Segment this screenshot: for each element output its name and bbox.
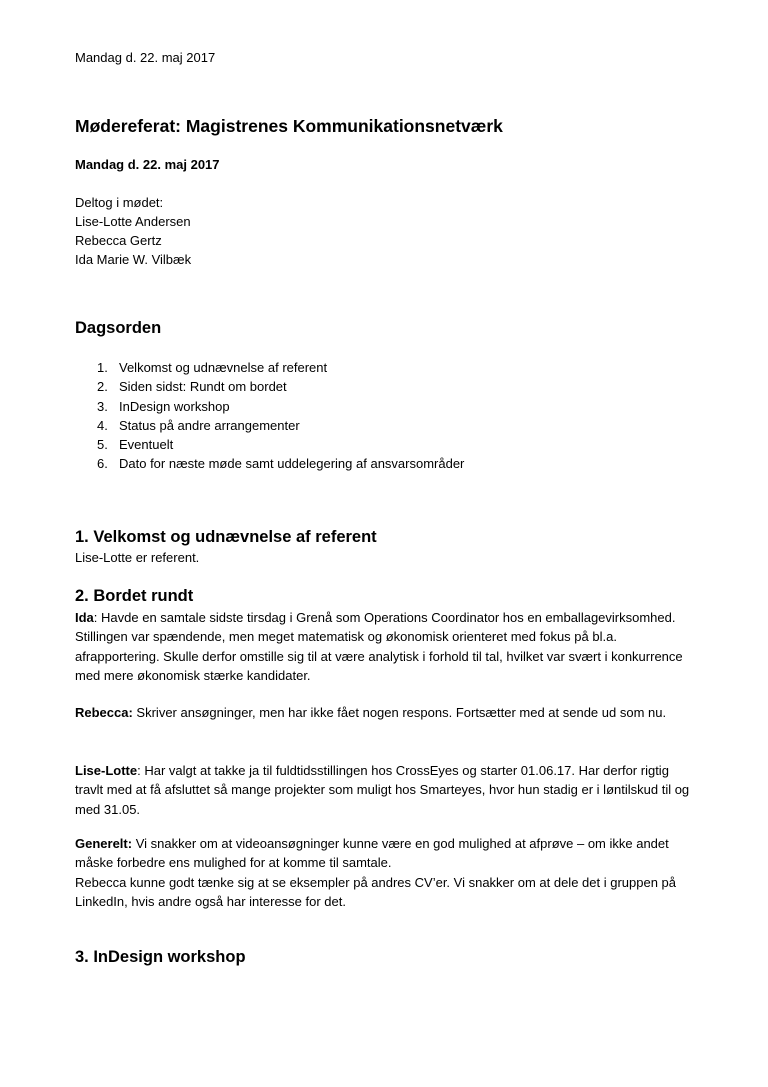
meeting-date: Mandag d. 22. maj 2017 (75, 157, 220, 172)
attendance-block (75, 193, 191, 269)
section2-heading: 2. Bordet rundt (75, 587, 194, 605)
attendee: Lise-Lotte Andersen (75, 214, 191, 229)
agenda-item-text: Dato for næste møde samt uddelegering af ansvarsområder (119, 456, 465, 472)
agenda-item-text: InDesign workshop (119, 398, 230, 414)
attendee: Ida Marie W. Vilbæk (75, 252, 192, 267)
ida-paragraph (75, 608, 700, 685)
agenda-item-number: 6. (97, 456, 108, 472)
agenda-item-number: 5. (97, 437, 108, 453)
general-paragraph (75, 834, 700, 911)
agenda-heading: Dagsorden (75, 319, 162, 337)
agenda-item (75, 454, 464, 473)
lise-lotte-label: Lise-Lotte (75, 763, 138, 778)
agenda-item-text: Siden sidst: Rundt om bordet (119, 379, 287, 395)
agenda-item-text: Velkomst og udnævnelse af referent (119, 360, 328, 375)
agenda-item-number: 1. (97, 360, 108, 375)
agenda-item (75, 358, 464, 377)
general-text: Vi snakker om at videoansøgninger kunne være en god mulighed at afprøve – om ikke andet måske forbedre ens mulighed for at komme til samtale. (75, 836, 669, 871)
agenda-item-number: 4. (97, 417, 108, 433)
lise-lotte-text: : Har valgt at takke ja til fuldtidsstillingen hos CrossEyes og starter 01.06.17. Har derfor rigtig travlt med at få afsluttet så mange projekter som muligt hos Smarteyes, hvor hun stadig er i løntilskud til og med 31.05. (75, 763, 690, 817)
agenda-list (75, 358, 464, 474)
agenda-item-number: 2. (97, 379, 108, 395)
lise-lotte-paragraph (75, 761, 700, 819)
rebecca-paragraph (75, 703, 700, 722)
agenda-item (75, 397, 464, 416)
general-text-continued: Rebecca kunne godt tænke sig at se eksempler på andres CV’er. Vi snakker om at dele det i gruppen på LinkedIn, hvis andre også har interesse for det. (75, 874, 677, 909)
section1-heading: 1. Velkomst og udnævnelse af referent (75, 528, 377, 546)
general-label: Generelt: (75, 836, 133, 851)
agenda-item-text: Eventuelt (119, 437, 174, 453)
ida-text: : Havde en samtale sidste tirsdag i Grenå som Operations Coordinator hos en emballagevirksomhed. Stillingen var spændende, men meget matematisk og økonomisk orienteret med fokus på bl.a. afrapportering. Skulle derfor omstille sig til at være analytisk i forhold til tal, hvilket var svært i konkurrence med mere økonomisk stærke kandidater. (75, 610, 683, 683)
agenda-item-number: 3. (97, 398, 108, 414)
agenda-item (75, 377, 464, 396)
attendee: Rebecca Gertz (75, 233, 162, 248)
ida-label: Ida (75, 610, 94, 625)
attendance-label: Deltog i mødet: (75, 195, 164, 210)
rebecca-label: Rebecca: (75, 705, 133, 720)
agenda-item (75, 435, 464, 454)
rebecca-text: Skriver ansøgninger, men har ikke fået nogen respons. Fortsætter med at sende ud som nu. (132, 705, 667, 720)
agenda-item-text: Status på andre arrangementer (119, 417, 300, 433)
section1-body: Lise-Lotte er referent. (75, 550, 200, 565)
agenda-item (75, 416, 464, 435)
header-date: Mandag d. 22. maj 2017 (75, 50, 216, 65)
document-title: Mødereferat: Magistrenes Kommunikationsnetværk (75, 116, 503, 136)
section3-heading: 3. InDesign workshop (75, 948, 246, 966)
